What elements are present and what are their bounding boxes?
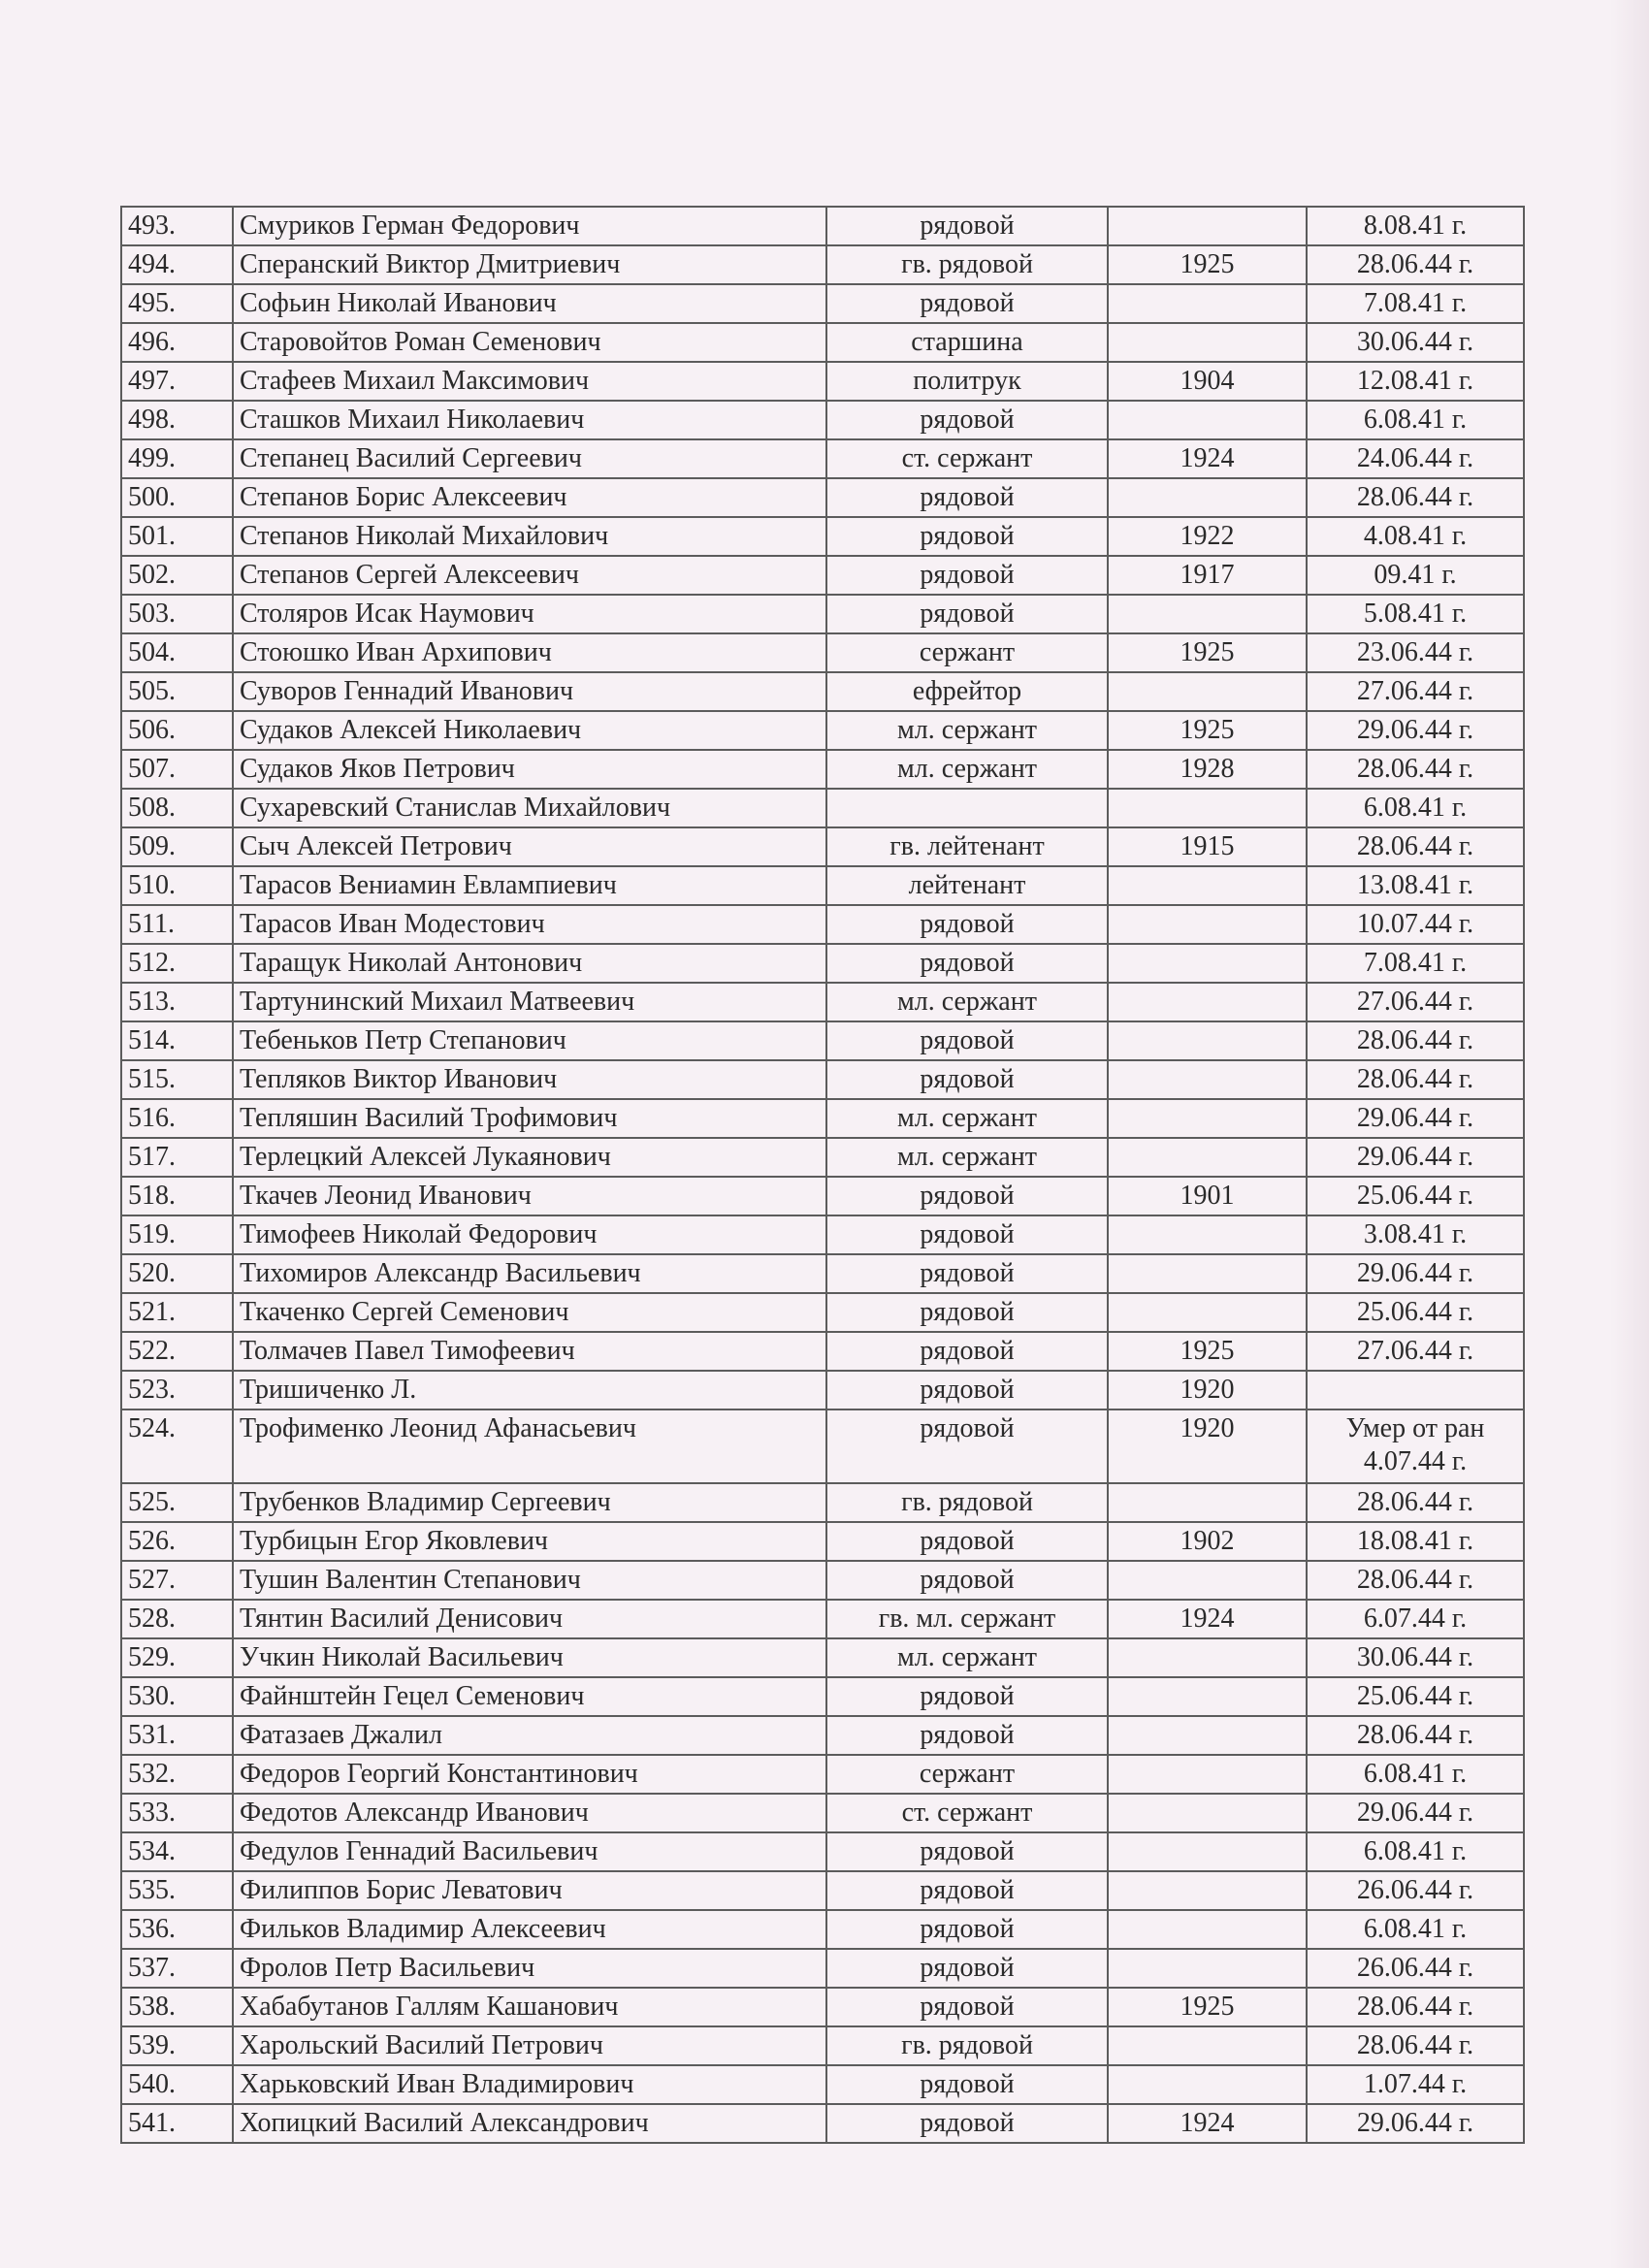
military-rank: мл. сержант — [826, 711, 1108, 750]
date-of-death: 29.06.44 г. — [1307, 1099, 1524, 1138]
table-row — [121, 1949, 1524, 1988]
table-row — [121, 1561, 1524, 1600]
birth-year: 1925 — [1108, 633, 1307, 672]
birth-year — [1108, 1794, 1307, 1832]
table-row — [121, 1755, 1524, 1794]
birth-year: 1902 — [1108, 1522, 1307, 1561]
row-number: 531. — [121, 1716, 233, 1755]
military-rank: рядовой — [826, 1522, 1108, 1561]
military-rank: рядовой — [826, 1561, 1108, 1600]
row-number: 509. — [121, 827, 233, 866]
military-rank: гв. мл. сержант — [826, 1600, 1108, 1638]
row-number: 525. — [121, 1483, 233, 1522]
row-number: 503. — [121, 595, 233, 633]
birth-year — [1108, 2026, 1307, 2065]
military-rank: рядовой — [826, 1060, 1108, 1099]
military-rank: гв. рядовой — [826, 245, 1108, 284]
table-row — [121, 362, 1524, 401]
military-rank: рядовой — [826, 1949, 1108, 1988]
military-rank: рядовой — [826, 905, 1108, 944]
date-of-death: 6.08.41 г. — [1307, 789, 1524, 827]
soldier-name: Филиппов Борис Леватович — [233, 1871, 826, 1910]
row-number: 524. — [121, 1409, 233, 1483]
table-row — [121, 1099, 1524, 1138]
table-row — [121, 478, 1524, 517]
table-row — [121, 1794, 1524, 1832]
soldier-name: Степанов Борис Алексеевич — [233, 478, 826, 517]
table-row — [121, 983, 1524, 1021]
row-number: 510. — [121, 866, 233, 905]
date-of-death: 30.06.44 г. — [1307, 323, 1524, 362]
row-number: 515. — [121, 1060, 233, 1099]
birth-year — [1108, 1638, 1307, 1677]
birth-year — [1108, 983, 1307, 1021]
birth-year — [1108, 478, 1307, 517]
row-number: 499. — [121, 439, 233, 478]
table-row — [121, 595, 1524, 633]
date-of-death: 29.06.44 г. — [1307, 1254, 1524, 1293]
row-number: 541. — [121, 2104, 233, 2143]
table-row — [121, 866, 1524, 905]
birth-year: 1915 — [1108, 827, 1307, 866]
date-of-death: 27.06.44 г. — [1307, 672, 1524, 711]
row-number: 527. — [121, 1561, 233, 1600]
row-number: 540. — [121, 2065, 233, 2104]
military-rank: гв. рядовой — [826, 2026, 1108, 2065]
birth-year — [1108, 1021, 1307, 1060]
military-rank: рядовой — [826, 1371, 1108, 1409]
military-rank: лейтенант — [826, 866, 1108, 905]
soldier-name: Файнштейн Гецел Семенович — [233, 1677, 826, 1716]
soldier-name: Сперанский Виктор Дмитриевич — [233, 245, 826, 284]
table-row — [121, 1832, 1524, 1871]
page-edge-shadow — [1610, 0, 1649, 2268]
military-rank: рядовой — [826, 1021, 1108, 1060]
row-number: 526. — [121, 1522, 233, 1561]
soldier-name: Сташков Михаил Николаевич — [233, 401, 826, 439]
row-number: 519. — [121, 1215, 233, 1254]
birth-year: 1922 — [1108, 517, 1307, 556]
birth-year — [1108, 284, 1307, 323]
date-of-death: 25.06.44 г. — [1307, 1177, 1524, 1215]
date-of-death: 28.06.44 г. — [1307, 1021, 1524, 1060]
date-of-death: 10.07.44 г. — [1307, 905, 1524, 944]
soldier-name: Ткаченко Сергей Семенович — [233, 1293, 826, 1332]
row-number: 520. — [121, 1254, 233, 1293]
soldier-name: Стоюшко Иван Архипович — [233, 633, 826, 672]
military-rank: рядовой — [826, 595, 1108, 633]
military-rank: рядовой — [826, 1332, 1108, 1371]
birth-year — [1108, 905, 1307, 944]
birth-year — [1108, 1293, 1307, 1332]
table-row — [121, 2065, 1524, 2104]
birth-year — [1108, 207, 1307, 245]
date-of-death — [1307, 1409, 1524, 1483]
date-of-death: 6.08.41 г. — [1307, 1832, 1524, 1871]
military-rank: мл. сержант — [826, 1099, 1108, 1138]
date-value: 4.07.44 г. — [1363, 1446, 1468, 1476]
row-number: 508. — [121, 789, 233, 827]
table-row — [121, 1371, 1524, 1409]
row-number: 504. — [121, 633, 233, 672]
row-number: 523. — [121, 1371, 233, 1409]
table-row — [121, 827, 1524, 866]
birth-year — [1108, 944, 1307, 983]
birth-year: 1920 — [1108, 1371, 1307, 1409]
date-of-death: 18.08.41 г. — [1307, 1522, 1524, 1561]
soldier-name: Тепляков Виктор Иванович — [233, 1060, 826, 1099]
military-rank: мл. сержант — [826, 1638, 1108, 1677]
date-of-death: 7.08.41 г. — [1307, 944, 1524, 983]
date-of-death: 26.06.44 г. — [1307, 1871, 1524, 1910]
table-row — [121, 517, 1524, 556]
birth-year — [1108, 1755, 1307, 1794]
military-rank: сержант — [826, 633, 1108, 672]
soldier-name: Турбицын Егор Яковлевич — [233, 1522, 826, 1561]
soldier-name: Хопицкий Василий Александрович — [233, 2104, 826, 2143]
table-row — [121, 1215, 1524, 1254]
date-of-death: 09.41 г. — [1307, 556, 1524, 595]
birth-year: 1924 — [1108, 439, 1307, 478]
date-of-death: 7.08.41 г. — [1307, 284, 1524, 323]
birth-year — [1108, 595, 1307, 633]
row-number: 522. — [121, 1332, 233, 1371]
birth-year: 1925 — [1108, 245, 1307, 284]
soldier-name: Толмачев Павел Тимофеевич — [233, 1332, 826, 1371]
row-number: 539. — [121, 2026, 233, 2065]
date-of-death: 28.06.44 г. — [1307, 1561, 1524, 1600]
military-rank: рядовой — [826, 1677, 1108, 1716]
birth-year — [1108, 1716, 1307, 1755]
military-rank: рядовой — [826, 1988, 1108, 2026]
table-row — [121, 1871, 1524, 1910]
row-number: 498. — [121, 401, 233, 439]
military-rank: мл. сержант — [826, 1138, 1108, 1177]
row-number: 535. — [121, 1871, 233, 1910]
date-of-death: 28.06.44 г. — [1307, 750, 1524, 789]
military-rank: мл. сержант — [826, 983, 1108, 1021]
date-of-death: 28.06.44 г. — [1307, 245, 1524, 284]
soldier-name: Харольский Василий Петрович — [233, 2026, 826, 2065]
table-row — [121, 1483, 1524, 1522]
birth-year: 1925 — [1108, 1332, 1307, 1371]
date-of-death: 6.08.41 г. — [1307, 401, 1524, 439]
date-of-death: 29.06.44 г. — [1307, 1138, 1524, 1177]
row-number: 517. — [121, 1138, 233, 1177]
table-row — [121, 1988, 1524, 2026]
row-number: 533. — [121, 1794, 233, 1832]
date-of-death: 28.06.44 г. — [1307, 1060, 1524, 1099]
roster-table — [120, 206, 1525, 2144]
date-of-death: 28.06.44 г. — [1307, 1483, 1524, 1522]
military-rank: рядовой — [826, 284, 1108, 323]
military-rank: рядовой — [826, 944, 1108, 983]
date-of-death: 24.06.44 г. — [1307, 439, 1524, 478]
soldier-name: Сухаревский Станислав Михайлович — [233, 789, 826, 827]
military-rank: рядовой — [826, 207, 1108, 245]
soldier-name: Суворов Геннадий Иванович — [233, 672, 826, 711]
date-of-death: 26.06.44 г. — [1307, 1949, 1524, 1988]
table-row — [121, 323, 1524, 362]
table-row — [121, 1060, 1524, 1099]
row-number: 506. — [121, 711, 233, 750]
date-of-death: 3.08.41 г. — [1307, 1215, 1524, 1254]
birth-year — [1108, 401, 1307, 439]
birth-year: 1925 — [1108, 1988, 1307, 2026]
soldier-name: Степанов Николай Михайлович — [233, 517, 826, 556]
table-row — [121, 1716, 1524, 1755]
row-number: 505. — [121, 672, 233, 711]
birth-year — [1108, 2065, 1307, 2104]
military-rank: рядовой — [826, 1215, 1108, 1254]
date-of-death: 25.06.44 г. — [1307, 1293, 1524, 1332]
military-rank: рядовой — [826, 1254, 1108, 1293]
row-number: 513. — [121, 983, 233, 1021]
soldier-name: Фатазаев Джалил — [233, 1716, 826, 1755]
table-row — [121, 1138, 1524, 1177]
soldier-name: Хабабутанов Галлям Кашанович — [233, 1988, 826, 2026]
military-rank: ст. сержант — [826, 1794, 1108, 1832]
date-of-death: 6.07.44 г. — [1307, 1600, 1524, 1638]
date-of-death: 8.08.41 г. — [1307, 207, 1524, 245]
table-row — [121, 1332, 1524, 1371]
military-rank: рядовой — [826, 478, 1108, 517]
table-row — [121, 284, 1524, 323]
table-row — [121, 401, 1524, 439]
table-row — [121, 633, 1524, 672]
military-rank: сержант — [826, 1755, 1108, 1794]
birth-year — [1108, 866, 1307, 905]
date-of-death: 28.06.44 г. — [1307, 1716, 1524, 1755]
soldier-name: Трофименко Леонид Афанасьевич — [233, 1409, 826, 1483]
table-row — [121, 1177, 1524, 1215]
soldier-name: Судаков Алексей Николаевич — [233, 711, 826, 750]
date-of-death: 23.06.44 г. — [1307, 633, 1524, 672]
table-row — [121, 944, 1524, 983]
row-number: 528. — [121, 1600, 233, 1638]
table-row — [121, 1600, 1524, 1638]
birth-year: 1924 — [1108, 1600, 1307, 1638]
soldier-name: Стафеев Михаил Максимович — [233, 362, 826, 401]
table-row — [121, 789, 1524, 827]
birth-year: 1928 — [1108, 750, 1307, 789]
soldier-name: Тарасов Вениамин Евлампиевич — [233, 866, 826, 905]
military-rank: ефрейтор — [826, 672, 1108, 711]
soldier-name: Тепляшин Василий Трофимович — [233, 1099, 826, 1138]
date-of-death: 28.06.44 г. — [1307, 827, 1524, 866]
soldier-name: Тимофеев Николай Федорович — [233, 1215, 826, 1254]
row-number: 514. — [121, 1021, 233, 1060]
military-rank: гв. лейтенант — [826, 827, 1108, 866]
row-number: 532. — [121, 1755, 233, 1794]
row-number: 497. — [121, 362, 233, 401]
military-rank: рядовой — [826, 401, 1108, 439]
birth-year — [1108, 1561, 1307, 1600]
row-number: 521. — [121, 1293, 233, 1332]
table-row — [121, 672, 1524, 711]
row-number: 511. — [121, 905, 233, 944]
date-of-death: 13.08.41 г. — [1307, 866, 1524, 905]
military-rank: старшина — [826, 323, 1108, 362]
table-row — [121, 556, 1524, 595]
birth-year — [1108, 789, 1307, 827]
soldier-name: Тушин Валентин Степанович — [233, 1561, 826, 1600]
date-of-death: 29.06.44 г. — [1307, 1794, 1524, 1832]
birth-year — [1108, 1910, 1307, 1949]
military-rank: рядовой — [826, 1910, 1108, 1949]
birth-year: 1904 — [1108, 362, 1307, 401]
soldier-name: Тартунинский Михаил Матвеевич — [233, 983, 826, 1021]
soldier-name: Таращук Николай Антонович — [233, 944, 826, 983]
military-rank: рядовой — [826, 556, 1108, 595]
soldier-name: Трубенков Владимир Сергеевич — [233, 1483, 826, 1522]
table-row — [121, 1910, 1524, 1949]
military-rank: рядовой — [826, 1293, 1108, 1332]
table-row — [121, 905, 1524, 944]
table-row — [121, 1254, 1524, 1293]
date-of-death: 30.06.44 г. — [1307, 1638, 1524, 1677]
row-number: 512. — [121, 944, 233, 983]
soldier-name: Тарасов Иван Модестович — [233, 905, 826, 944]
birth-year — [1108, 1483, 1307, 1522]
date-of-death: 27.06.44 г. — [1307, 1332, 1524, 1371]
table-row — [121, 207, 1524, 245]
soldier-name: Столяров Исак Наумович — [233, 595, 826, 633]
table-row — [121, 1638, 1524, 1677]
date-of-death: 6.08.41 г. — [1307, 1910, 1524, 1949]
table-row — [121, 245, 1524, 284]
military-rank: рядовой — [826, 1832, 1108, 1871]
date-of-death: 25.06.44 г. — [1307, 1677, 1524, 1716]
soldier-name: Федоров Георгий Константинович — [233, 1755, 826, 1794]
birth-year: 1925 — [1108, 711, 1307, 750]
military-rank: рядовой — [826, 517, 1108, 556]
soldier-name: Судаков Яков Петрович — [233, 750, 826, 789]
table-row — [121, 1522, 1524, 1561]
date-of-death: 4.08.41 г. — [1307, 517, 1524, 556]
birth-year: 1920 — [1108, 1409, 1307, 1483]
row-number: 518. — [121, 1177, 233, 1215]
table-row — [121, 1293, 1524, 1332]
row-number: 507. — [121, 750, 233, 789]
soldier-name: Фильков Владимир Алексеевич — [233, 1910, 826, 1949]
soldier-name: Терлецкий Алексей Лукаянович — [233, 1138, 826, 1177]
table-row — [121, 2104, 1524, 2143]
military-rank: рядовой — [826, 1409, 1108, 1483]
birth-year — [1108, 1215, 1307, 1254]
row-number: 501. — [121, 517, 233, 556]
table-row — [121, 439, 1524, 478]
date-note: Умер от ран — [1345, 1413, 1485, 1443]
military-rank: гв. рядовой — [826, 1483, 1108, 1522]
roster-body — [121, 207, 1524, 2143]
soldier-name: Старовойтов Роман Семенович — [233, 323, 826, 362]
military-rank: ст. сержант — [826, 439, 1108, 478]
soldier-name: Степанов Сергей Алексеевич — [233, 556, 826, 595]
row-number: 500. — [121, 478, 233, 517]
soldier-name: Федулов Геннадий Васильевич — [233, 1832, 826, 1871]
row-number: 536. — [121, 1910, 233, 1949]
birth-year — [1108, 1871, 1307, 1910]
soldier-name: Степанец Василий Сергеевич — [233, 439, 826, 478]
birth-year — [1108, 1060, 1307, 1099]
soldier-name: Тянтин Василий Денисович — [233, 1600, 826, 1638]
military-rank: рядовой — [826, 2104, 1108, 2143]
row-number: 516. — [121, 1099, 233, 1138]
soldier-name: Тришиченко Л. — [233, 1371, 826, 1409]
row-number: 502. — [121, 556, 233, 595]
date-of-death: 1.07.44 г. — [1307, 2065, 1524, 2104]
table-row — [121, 1677, 1524, 1716]
birth-year — [1108, 1832, 1307, 1871]
soldier-name: Софьин Николай Иванович — [233, 284, 826, 323]
military-rank: рядовой — [826, 1716, 1108, 1755]
birth-year: 1901 — [1108, 1177, 1307, 1215]
soldier-name: Фролов Петр Васильевич — [233, 1949, 826, 1988]
date-of-death: 29.06.44 г. — [1307, 711, 1524, 750]
military-rank: рядовой — [826, 2065, 1108, 2104]
row-number: 530. — [121, 1677, 233, 1716]
soldier-name: Ткачев Леонид Иванович — [233, 1177, 826, 1215]
soldier-name: Харьковский Иван Владимирович — [233, 2065, 826, 2104]
table-row — [121, 750, 1524, 789]
soldier-name: Учкин Николай Васильевич — [233, 1638, 826, 1677]
table-row — [121, 1409, 1524, 1483]
date-of-death: 28.06.44 г. — [1307, 478, 1524, 517]
soldier-name: Тихомиров Александр Васильевич — [233, 1254, 826, 1293]
soldier-name: Федотов Александр Иванович — [233, 1794, 826, 1832]
military-rank: рядовой — [826, 1177, 1108, 1215]
soldier-name: Сыч Алексей Петрович — [233, 827, 826, 866]
military-rank — [826, 789, 1108, 827]
birth-year — [1108, 1254, 1307, 1293]
birth-year — [1108, 323, 1307, 362]
birth-year — [1108, 1677, 1307, 1716]
table-row — [121, 1021, 1524, 1060]
date-of-death: 28.06.44 г. — [1307, 1988, 1524, 2026]
birth-year: 1917 — [1108, 556, 1307, 595]
birth-year: 1924 — [1108, 2104, 1307, 2143]
row-number: 538. — [121, 1988, 233, 2026]
military-rank: мл. сержант — [826, 750, 1108, 789]
birth-year — [1108, 1138, 1307, 1177]
row-number: 529. — [121, 1638, 233, 1677]
date-of-death: 12.08.41 г. — [1307, 362, 1524, 401]
table-row — [121, 2026, 1524, 2065]
birth-year — [1108, 672, 1307, 711]
row-number: 493. — [121, 207, 233, 245]
date-of-death: 28.06.44 г. — [1307, 2026, 1524, 2065]
date-of-death: 29.06.44 г. — [1307, 2104, 1524, 2143]
table-row — [121, 711, 1524, 750]
row-number: 496. — [121, 323, 233, 362]
date-of-death: 5.08.41 г. — [1307, 595, 1524, 633]
soldier-name: Тебеньков Петр Степанович — [233, 1021, 826, 1060]
row-number: 537. — [121, 1949, 233, 1988]
birth-year — [1108, 1949, 1307, 1988]
birth-year — [1108, 1099, 1307, 1138]
row-number: 495. — [121, 284, 233, 323]
military-rank: рядовой — [826, 1871, 1108, 1910]
row-number: 494. — [121, 245, 233, 284]
soldier-name: Смуриков Герман Федорович — [233, 207, 826, 245]
military-rank: политрук — [826, 362, 1108, 401]
date-of-death — [1307, 1371, 1524, 1409]
date-of-death: 27.06.44 г. — [1307, 983, 1524, 1021]
date-of-death: 6.08.41 г. — [1307, 1755, 1524, 1794]
row-number: 534. — [121, 1832, 233, 1871]
